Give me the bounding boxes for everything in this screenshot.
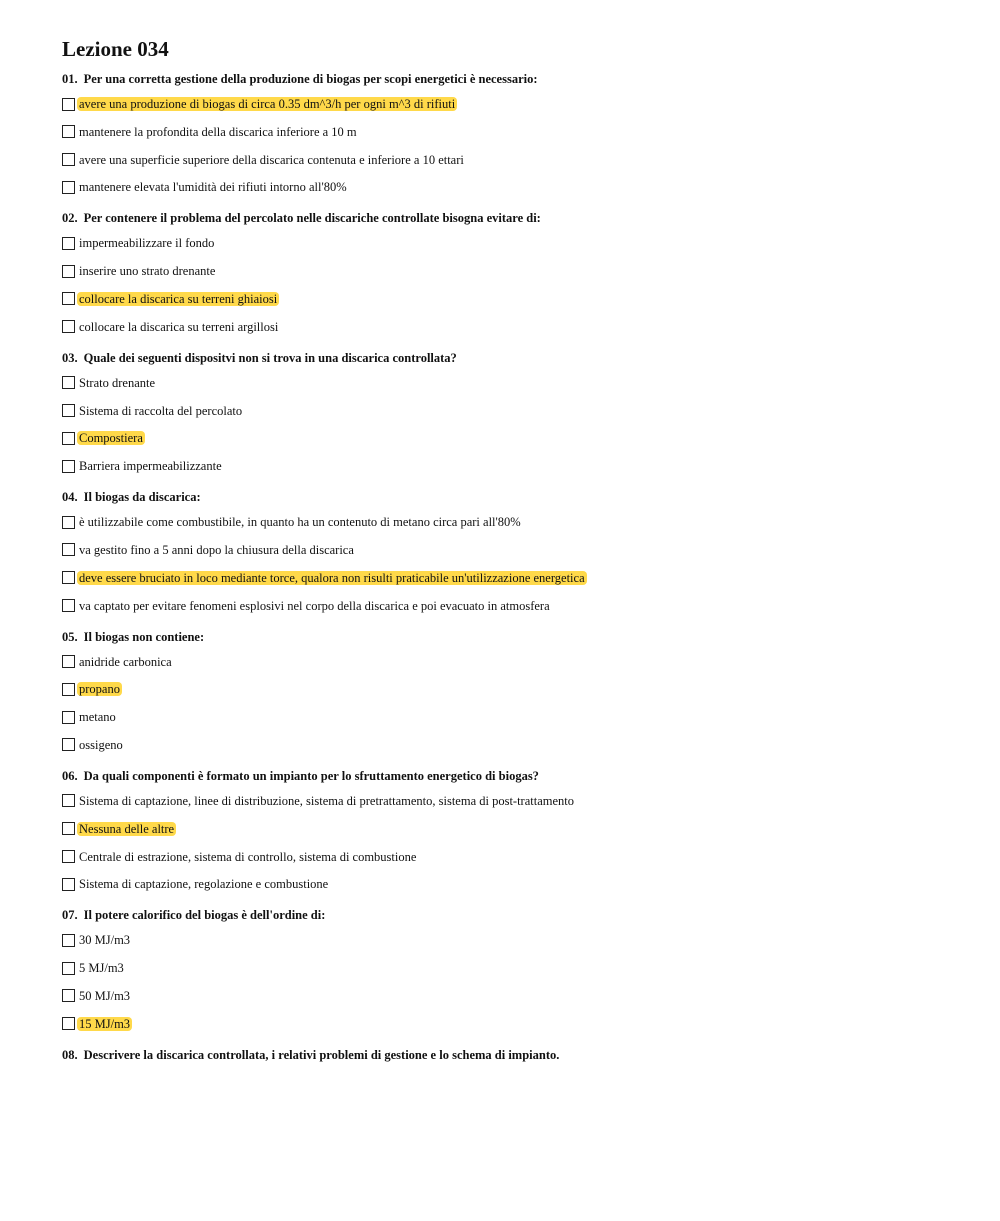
question-block <box>62 210 962 336</box>
answer-option[interactable] <box>62 679 962 699</box>
answer-option[interactable] <box>62 94 962 114</box>
question-text <box>62 1047 962 1063</box>
answer-text: Sistema di raccolta del percolato <box>79 403 243 418</box>
answer-checkbox[interactable] <box>62 237 75 250</box>
answer-text: inserire uno strato drenante <box>79 264 216 279</box>
question-text <box>62 350 962 366</box>
answer-checkbox[interactable] <box>62 850 75 863</box>
answer-checkbox[interactable] <box>62 460 75 473</box>
question-label: Per una corretta gestione della produzione di biogas per scopi energetici è necessario: <box>83 72 538 86</box>
question-text <box>62 71 962 87</box>
question-list <box>62 71 962 1063</box>
answer-text: anidride carbonica <box>79 654 172 669</box>
answer-option[interactable] <box>62 1014 962 1034</box>
answer-text: ossigeno <box>79 737 123 752</box>
question-number: 08. <box>62 1047 78 1062</box>
answer-checkbox[interactable] <box>62 98 75 111</box>
answer-option[interactable] <box>62 735 962 755</box>
answer-option[interactable] <box>62 261 962 281</box>
answer-checkbox[interactable] <box>62 181 75 194</box>
highlighted-answer-text: deve essere bruciato in loco mediante torce, qualora non risulti praticabile un'utilizzazione energetica <box>79 570 585 585</box>
answer-text: Strato drenante <box>79 375 156 390</box>
question-block <box>62 350 962 476</box>
answer-checkbox[interactable] <box>62 404 75 417</box>
answer-text: 50 MJ/m3 <box>79 988 131 1003</box>
answer-text: è utilizzabile come combustibile, in quanto ha un contenuto di metano circa pari all'80% <box>79 515 521 530</box>
answer-checkbox[interactable] <box>62 320 75 333</box>
highlighted-answer-text: Compostiera <box>79 431 143 446</box>
answer-text: va gestito fino a 5 anni dopo la chiusura della discarica <box>79 542 354 557</box>
question-number: 06. <box>62 768 78 783</box>
answer-checkbox[interactable] <box>62 822 75 835</box>
answer-option[interactable] <box>62 847 962 867</box>
answer-option[interactable] <box>62 958 962 978</box>
answer-option[interactable] <box>62 986 962 1006</box>
answer-option[interactable] <box>62 317 962 337</box>
answer-option[interactable] <box>62 373 962 393</box>
question-text <box>62 210 962 226</box>
answer-option[interactable] <box>62 177 962 197</box>
answer-checkbox[interactable] <box>62 599 75 612</box>
answer-option[interactable] <box>62 791 962 811</box>
answer-text: Sistema di captazione, linee di distribuzione, sistema di pretrattamento, sistema di post-trattamento <box>79 793 575 808</box>
answer-checkbox[interactable] <box>62 683 75 696</box>
answer-checkbox[interactable] <box>62 153 75 166</box>
answer-option[interactable] <box>62 512 962 532</box>
answer-checkbox[interactable] <box>62 125 75 138</box>
answer-text: metano <box>79 710 116 725</box>
highlighted-answer-text: propano <box>79 682 120 697</box>
answer-checkbox[interactable] <box>62 794 75 807</box>
answer-text: Barriera impermeabilizzante <box>79 459 222 474</box>
answer-checkbox[interactable] <box>62 878 75 891</box>
answer-checkbox[interactable] <box>62 432 75 445</box>
question-block <box>62 768 962 894</box>
question-number: 02. <box>62 211 78 226</box>
answer-text: collocare la discarica su terreni argillosi <box>79 319 279 334</box>
answer-option[interactable] <box>62 819 962 839</box>
answer-option[interactable] <box>62 596 962 616</box>
question-label: Per contenere il problema del percolato nelle discariche controllate bisogna evitare di: <box>83 211 541 226</box>
question-label: Descrivere la discarica controllata, i relativi problemi di gestione e lo schema di impianto. <box>83 1047 560 1062</box>
answer-option[interactable] <box>62 930 962 950</box>
question-label: Il biogas da discarica: <box>83 490 201 505</box>
answer-checkbox[interactable] <box>62 516 75 529</box>
answer-text: Sistema di captazione, regolazione e combustione <box>79 877 329 892</box>
question-block <box>62 1047 962 1063</box>
answer-option[interactable] <box>62 568 962 588</box>
highlighted-answer-text: 15 MJ/m3 <box>79 1016 131 1031</box>
lesson-title: Lezione 034 <box>62 37 169 61</box>
answer-option[interactable] <box>62 874 962 894</box>
question-block <box>62 629 962 755</box>
question-number: 07. <box>62 908 78 923</box>
answer-text: Centrale di estrazione, sistema di controllo, sistema di combustione <box>79 849 417 864</box>
question-text <box>62 907 962 923</box>
quiz-page <box>62 36 962 1076</box>
answer-text: 30 MJ/m3 <box>79 933 131 948</box>
answer-checkbox[interactable] <box>62 962 75 975</box>
highlighted-answer-text: avere una produzione di biogas di circa 0.35 dm^3/h per ogni m^3 di rifiuti <box>79 97 456 111</box>
question-text <box>62 629 962 645</box>
answer-checkbox[interactable] <box>62 571 75 584</box>
answer-option[interactable] <box>62 540 962 560</box>
answer-option[interactable] <box>62 122 962 142</box>
answer-option[interactable] <box>62 652 962 672</box>
answer-option[interactable] <box>62 428 962 448</box>
answer-option[interactable] <box>62 289 962 309</box>
answer-checkbox[interactable] <box>62 292 75 305</box>
answer-option[interactable] <box>62 233 962 253</box>
answer-option[interactable] <box>62 456 962 476</box>
question-label: Il biogas non contiene: <box>83 629 205 644</box>
answer-text: mantenere la profondita della discarica inferiore a 10 m <box>79 124 357 139</box>
question-number: 05. <box>62 629 78 644</box>
answer-checkbox[interactable] <box>62 1017 75 1030</box>
answer-option[interactable] <box>62 707 962 727</box>
answer-text: avere una superficie superiore della discarica contenuta e inferiore a 10 ettari <box>79 152 464 167</box>
question-label: Il potere calorifico del biogas è dell'ordine di: <box>83 908 326 923</box>
question-label: Da quali componenti è formato un impianto per lo sfruttamento energetico di biogas? <box>83 768 539 783</box>
answer-checkbox[interactable] <box>62 265 75 278</box>
question-label: Quale dei seguenti dispositvi non si trova in una discarica controllata? <box>83 350 457 365</box>
question-number: 04. <box>62 490 78 505</box>
answer-checkbox[interactable] <box>62 711 75 724</box>
question-text <box>62 489 962 505</box>
answer-text: va captato per evitare fenomeni esplosivi nel corpo della discarica e poi evacuato in atmosfera <box>79 598 550 613</box>
question-number: 01. <box>62 72 78 86</box>
highlighted-answer-text: Nessuna delle altre <box>79 821 175 836</box>
answer-checkbox[interactable] <box>62 738 75 751</box>
question-block <box>62 71 962 197</box>
answer-text: mantenere elevata l'umidità dei rifiuti intorno all'80% <box>79 180 347 195</box>
answer-option[interactable] <box>62 150 962 170</box>
highlighted-answer-text: collocare la discarica su terreni ghiaiosi <box>79 291 278 306</box>
answer-checkbox[interactable] <box>62 543 75 556</box>
answer-checkbox[interactable] <box>62 934 75 947</box>
answer-text: impermeabilizzare il fondo <box>79 236 215 251</box>
question-block <box>62 907 962 1033</box>
answer-text: 5 MJ/m3 <box>79 961 124 976</box>
question-block <box>62 489 962 615</box>
question-text <box>62 768 962 784</box>
answer-checkbox[interactable] <box>62 655 75 668</box>
answer-checkbox[interactable] <box>62 376 75 389</box>
answer-option[interactable] <box>62 401 962 421</box>
question-number: 03. <box>62 350 78 365</box>
answer-checkbox[interactable] <box>62 989 75 1002</box>
